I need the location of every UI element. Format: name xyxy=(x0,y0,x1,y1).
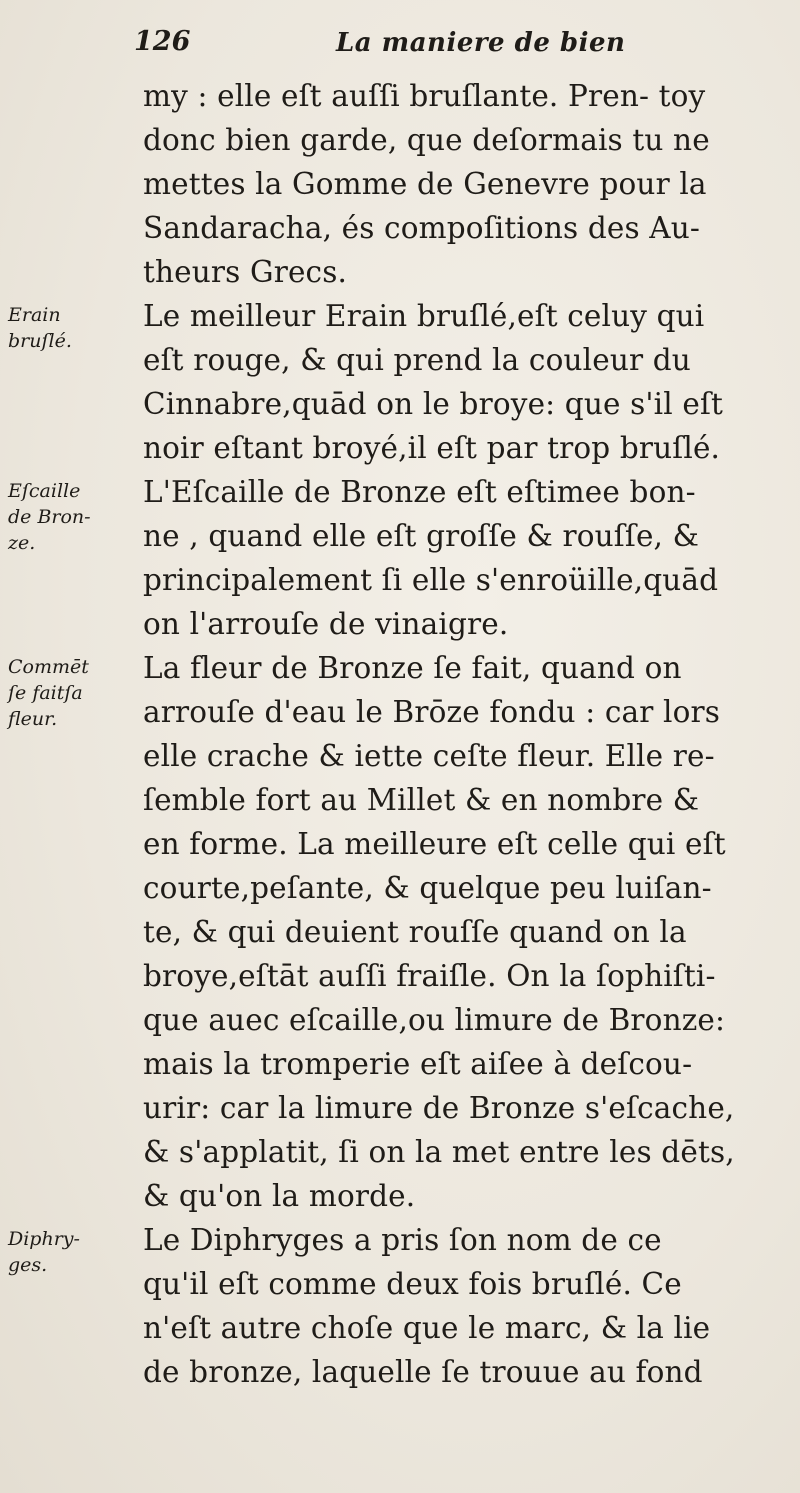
text-line: te, & qui deuient rouſſe quand on la xyxy=(143,915,687,949)
margin-note-line: Erain xyxy=(8,304,61,326)
text-line: courte,peſante, & quelque peu luiſan- xyxy=(143,871,712,905)
text-line: mettes la Gomme de Genevre pour la xyxy=(143,167,707,201)
running-head: La maniere de bien xyxy=(336,28,626,58)
text-line: mais la tromperie eſt aiſee à deſcou- xyxy=(143,1047,693,1081)
text-line: Sandaracha, és compoſitions des Au- xyxy=(143,211,700,245)
text-line: on l'arrouſe de vinaigre. xyxy=(143,607,509,641)
text-line: en forme. La meilleure eſt celle qui eſt xyxy=(143,827,726,861)
text-line: L'Eſcaille de Bronze eſt eſtimee bon- xyxy=(143,475,696,509)
margin-note xyxy=(8,478,132,556)
margin-note-line: Commēt xyxy=(8,656,89,678)
page-number: 126 xyxy=(134,26,191,57)
text-line: Le Diphryges a pris ſon nom de ce xyxy=(143,1223,662,1257)
text-line: ſemble fort au Millet & en nombre & xyxy=(143,783,700,817)
margin-note-line: ze. xyxy=(8,532,36,554)
text-line: my : elle eſt auſſi bruſlante. Pren- toy xyxy=(143,79,706,113)
margin-note-line: ges. xyxy=(8,1254,48,1276)
text-line: ne , quand elle eſt groſſe & rouſſe, & xyxy=(143,519,700,553)
margin-note-line: bruſlé. xyxy=(8,330,72,352)
text-line: noir eſtant broyé,il eſt par trop bruſlé. xyxy=(143,431,721,465)
text-line: broye,eſtāt auſſi fraiſle. On la ſophiſti- xyxy=(143,959,716,993)
text-line: eſt rouge, & qui prend la couleur du xyxy=(143,343,691,377)
text-line: de bronze, laquelle ſe trouue au fond xyxy=(143,1355,703,1389)
text-line: Le meilleur Erain bruſlé,eſt celuy qui xyxy=(143,299,705,333)
text-line: arrouſe d'eau le Brōze fondu : car lors xyxy=(143,695,721,729)
text-line: & qu'on la morde. xyxy=(143,1179,416,1213)
text-line: principalement ſi elle s'enroüille,quād xyxy=(143,563,719,597)
margin-note-line: Diphry- xyxy=(8,1228,80,1250)
text-line: theurs Grecs. xyxy=(143,255,348,289)
margin-note-line: de Bron- xyxy=(8,506,91,528)
margin-note xyxy=(8,654,132,732)
body-text xyxy=(143,74,778,1394)
text-line: n'eſt autre choſe que le marc, & la lie xyxy=(143,1311,711,1345)
text-line: urir: car la limure de Bronze s'eſcache, xyxy=(143,1091,735,1125)
text-line: donc bien garde, que deſormais tu ne xyxy=(143,123,710,157)
page-header xyxy=(120,12,640,68)
text-line: que auec eſcaille,ou limure de Bronze: xyxy=(143,1003,726,1037)
text-line: La fleur de Bronze ſe fait, quand on xyxy=(143,651,682,685)
margin-note-line: fleur. xyxy=(8,708,58,730)
margin-note xyxy=(8,302,132,354)
text-line: elle crache & iette ceſte fleur. Elle re- xyxy=(143,739,715,773)
text-line: Cinnabre,quād on le broye: que s'il eſt xyxy=(143,387,724,421)
text-line: & s'applatit, ſi on la met entre les dēts, xyxy=(143,1135,735,1169)
margin-note xyxy=(8,1226,132,1278)
margin-note-line: Eſcaille xyxy=(8,480,81,502)
margin-note-line: ſe faitſa xyxy=(8,682,83,704)
text-line: qu'il eſt comme deux fois bruſlé. Ce xyxy=(143,1267,682,1301)
